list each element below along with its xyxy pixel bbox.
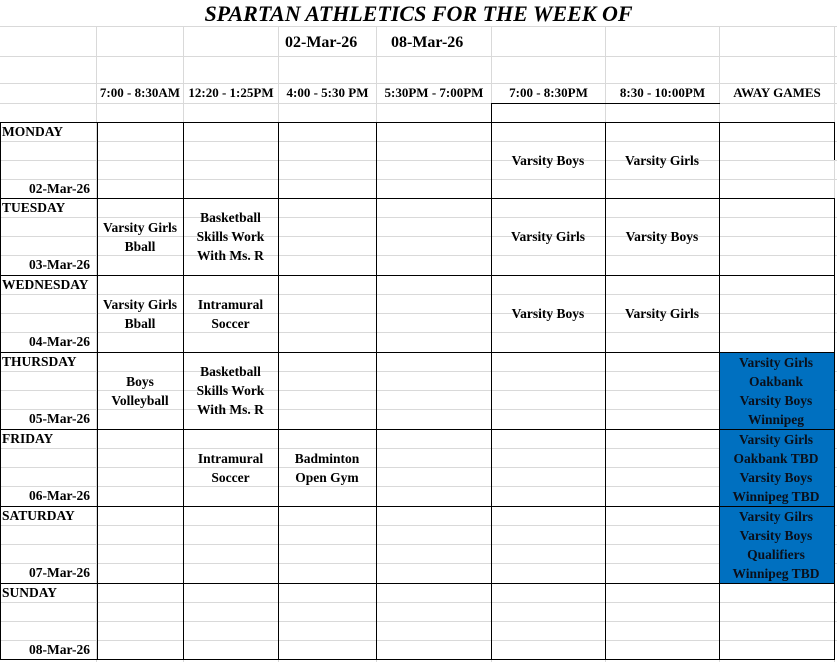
day-date: 03-Mar-26 [29,257,90,272]
schedule-cell [605,429,719,506]
schedule-cell [491,506,605,583]
event-text: Boys [126,373,154,389]
event-text: Skills Work [196,383,265,398]
schedule-cell [491,583,605,660]
schedule-cell [183,275,278,352]
schedule-cell [183,122,278,199]
schedule-cell [183,352,278,429]
column-header: 7:00 - 8:30AM [99,85,181,100]
column-border [834,122,835,160]
schedule-cell [97,122,183,199]
row-border [0,659,835,660]
schedule-cell [376,352,491,429]
event-text: Intramural [197,450,264,466]
event-text: Volleyball [111,392,169,408]
event-text: Open Gym [295,469,359,485]
schedule-cell [278,275,376,352]
event-text: Varsity Boys [511,306,585,321]
schedule-cell [491,198,605,275]
event-text: Varsity Boys [625,229,699,244]
away-game-text: Varsity Girls [738,355,814,370]
away-game-text: Varsity Gilrs [738,509,814,524]
schedule-cell [97,275,183,352]
schedule-cell [376,122,491,199]
day-name: WEDNESDAY [2,277,89,292]
column-border [183,122,184,660]
event-text: Varsity Girls [624,306,700,321]
event-text: Basketball [200,364,261,379]
schedule-cell [278,429,376,506]
away-game-text: Winnipeg [747,412,805,427]
column-header: 7:00 - 8:30PM [509,85,588,100]
schedule-cell [278,198,376,275]
schedule-cell [97,198,183,275]
column-header: 12:20 - 1:25PM [188,85,274,100]
schedule-cell [491,122,605,199]
day-date: 08-Mar-26 [29,642,90,657]
schedule-cell [605,583,719,660]
event-text: Basketball [200,210,261,225]
away-game-cell [719,507,833,583]
away-game-text: Winnipeg TBD [732,566,820,581]
day-date: 07-Mar-26 [29,565,90,580]
schedule-cell [491,429,605,506]
event-text: Bball [124,238,156,254]
day-date: 05-Mar-26 [29,411,90,426]
row-border [0,429,835,430]
column-header: 4:00 - 5:30 PM [286,85,369,100]
away-game-text: Varsity Girls [738,432,814,447]
week-start-date: 02-Mar-26 [285,34,358,51]
schedule-cell [278,122,376,199]
schedule-cell [491,275,605,352]
schedule-cell [97,583,183,660]
event-text: With Ms. R [197,402,264,417]
event-text: Soccer [211,469,250,485]
schedule-cell [605,122,719,199]
away-game-text: Oakbank TBD [733,451,819,466]
day-date: 06-Mar-26 [29,488,90,503]
event-text: Skills Work [196,229,265,244]
schedule-cell [605,275,719,352]
away-game-text: Qualifiers [747,547,805,562]
gridline [0,56,837,57]
event-text: With Ms. R [197,248,264,263]
row-border [0,583,835,584]
day-name: TUESDAY [2,200,66,215]
schedule-cell [491,352,605,429]
day-name: SUNDAY [2,585,58,600]
row-border [491,103,720,104]
away-game-cell [719,353,833,429]
row-border [0,275,835,276]
schedule-cell [97,506,183,583]
away-game-text: Varsity Boys [739,393,813,408]
schedule-cell [605,352,719,429]
column-header: 5:30PM - 7:00PM [384,85,484,100]
row-border [0,198,835,199]
column-header-away-games: AWAY GAMES [733,85,821,100]
schedule-cell [278,352,376,429]
away-game-text: Varsity Boys [739,528,813,543]
day-date: 02-Mar-26 [29,181,90,196]
event-text: Varsity Girls [624,153,700,168]
column-border [834,198,835,660]
event-text: Varsity Girls [510,229,586,244]
column-border [719,122,720,660]
day-name: THURSDAY [2,354,77,369]
event-text: Varsity Boys [511,153,585,168]
event-text: Bball [124,315,156,331]
schedule-cell [376,429,491,506]
day-date: 04-Mar-26 [29,334,90,349]
column-border [491,103,492,660]
event-text: Varsity Girls [102,219,178,235]
row-border [0,506,835,507]
column-border [0,122,1,660]
schedule-cell [183,583,278,660]
schedule-cell [183,198,278,275]
schedule-cell [376,198,491,275]
away-game-cell [719,430,833,506]
schedule-cell [605,506,719,583]
row-border [0,352,835,353]
schedule-cell [376,506,491,583]
away-game-text: Oakbank [748,374,804,389]
column-border [278,122,279,660]
schedule-cell [376,583,491,660]
schedule-cell [183,506,278,583]
column-header: 8:30 - 10:00PM [619,85,706,100]
schedule-cell [278,506,376,583]
away-game-text: Varsity Boys [739,470,813,485]
event-text: Badminton [294,450,360,466]
day-name: FRIDAY [2,431,54,446]
schedule-cell [605,198,719,275]
event-text: Soccer [211,315,250,331]
day-name: SATURDAY [2,508,75,523]
schedule-cell [278,583,376,660]
page-title: SPARTAN ATHLETICS FOR THE WEEK OF [204,1,633,26]
day-name: MONDAY [2,124,64,139]
schedule-cell [97,352,183,429]
week-end-date: 08-Mar-26 [391,34,464,51]
schedule-cell [376,275,491,352]
column-border [376,122,377,660]
column-border [97,122,98,660]
schedule-cell [183,429,278,506]
event-text: Varsity Girls [102,296,178,312]
schedule-cell [97,429,183,506]
column-border [605,122,606,660]
row-border [0,122,835,123]
away-game-text: Winnipeg TBD [732,489,820,504]
event-text: Intramural [197,296,264,312]
